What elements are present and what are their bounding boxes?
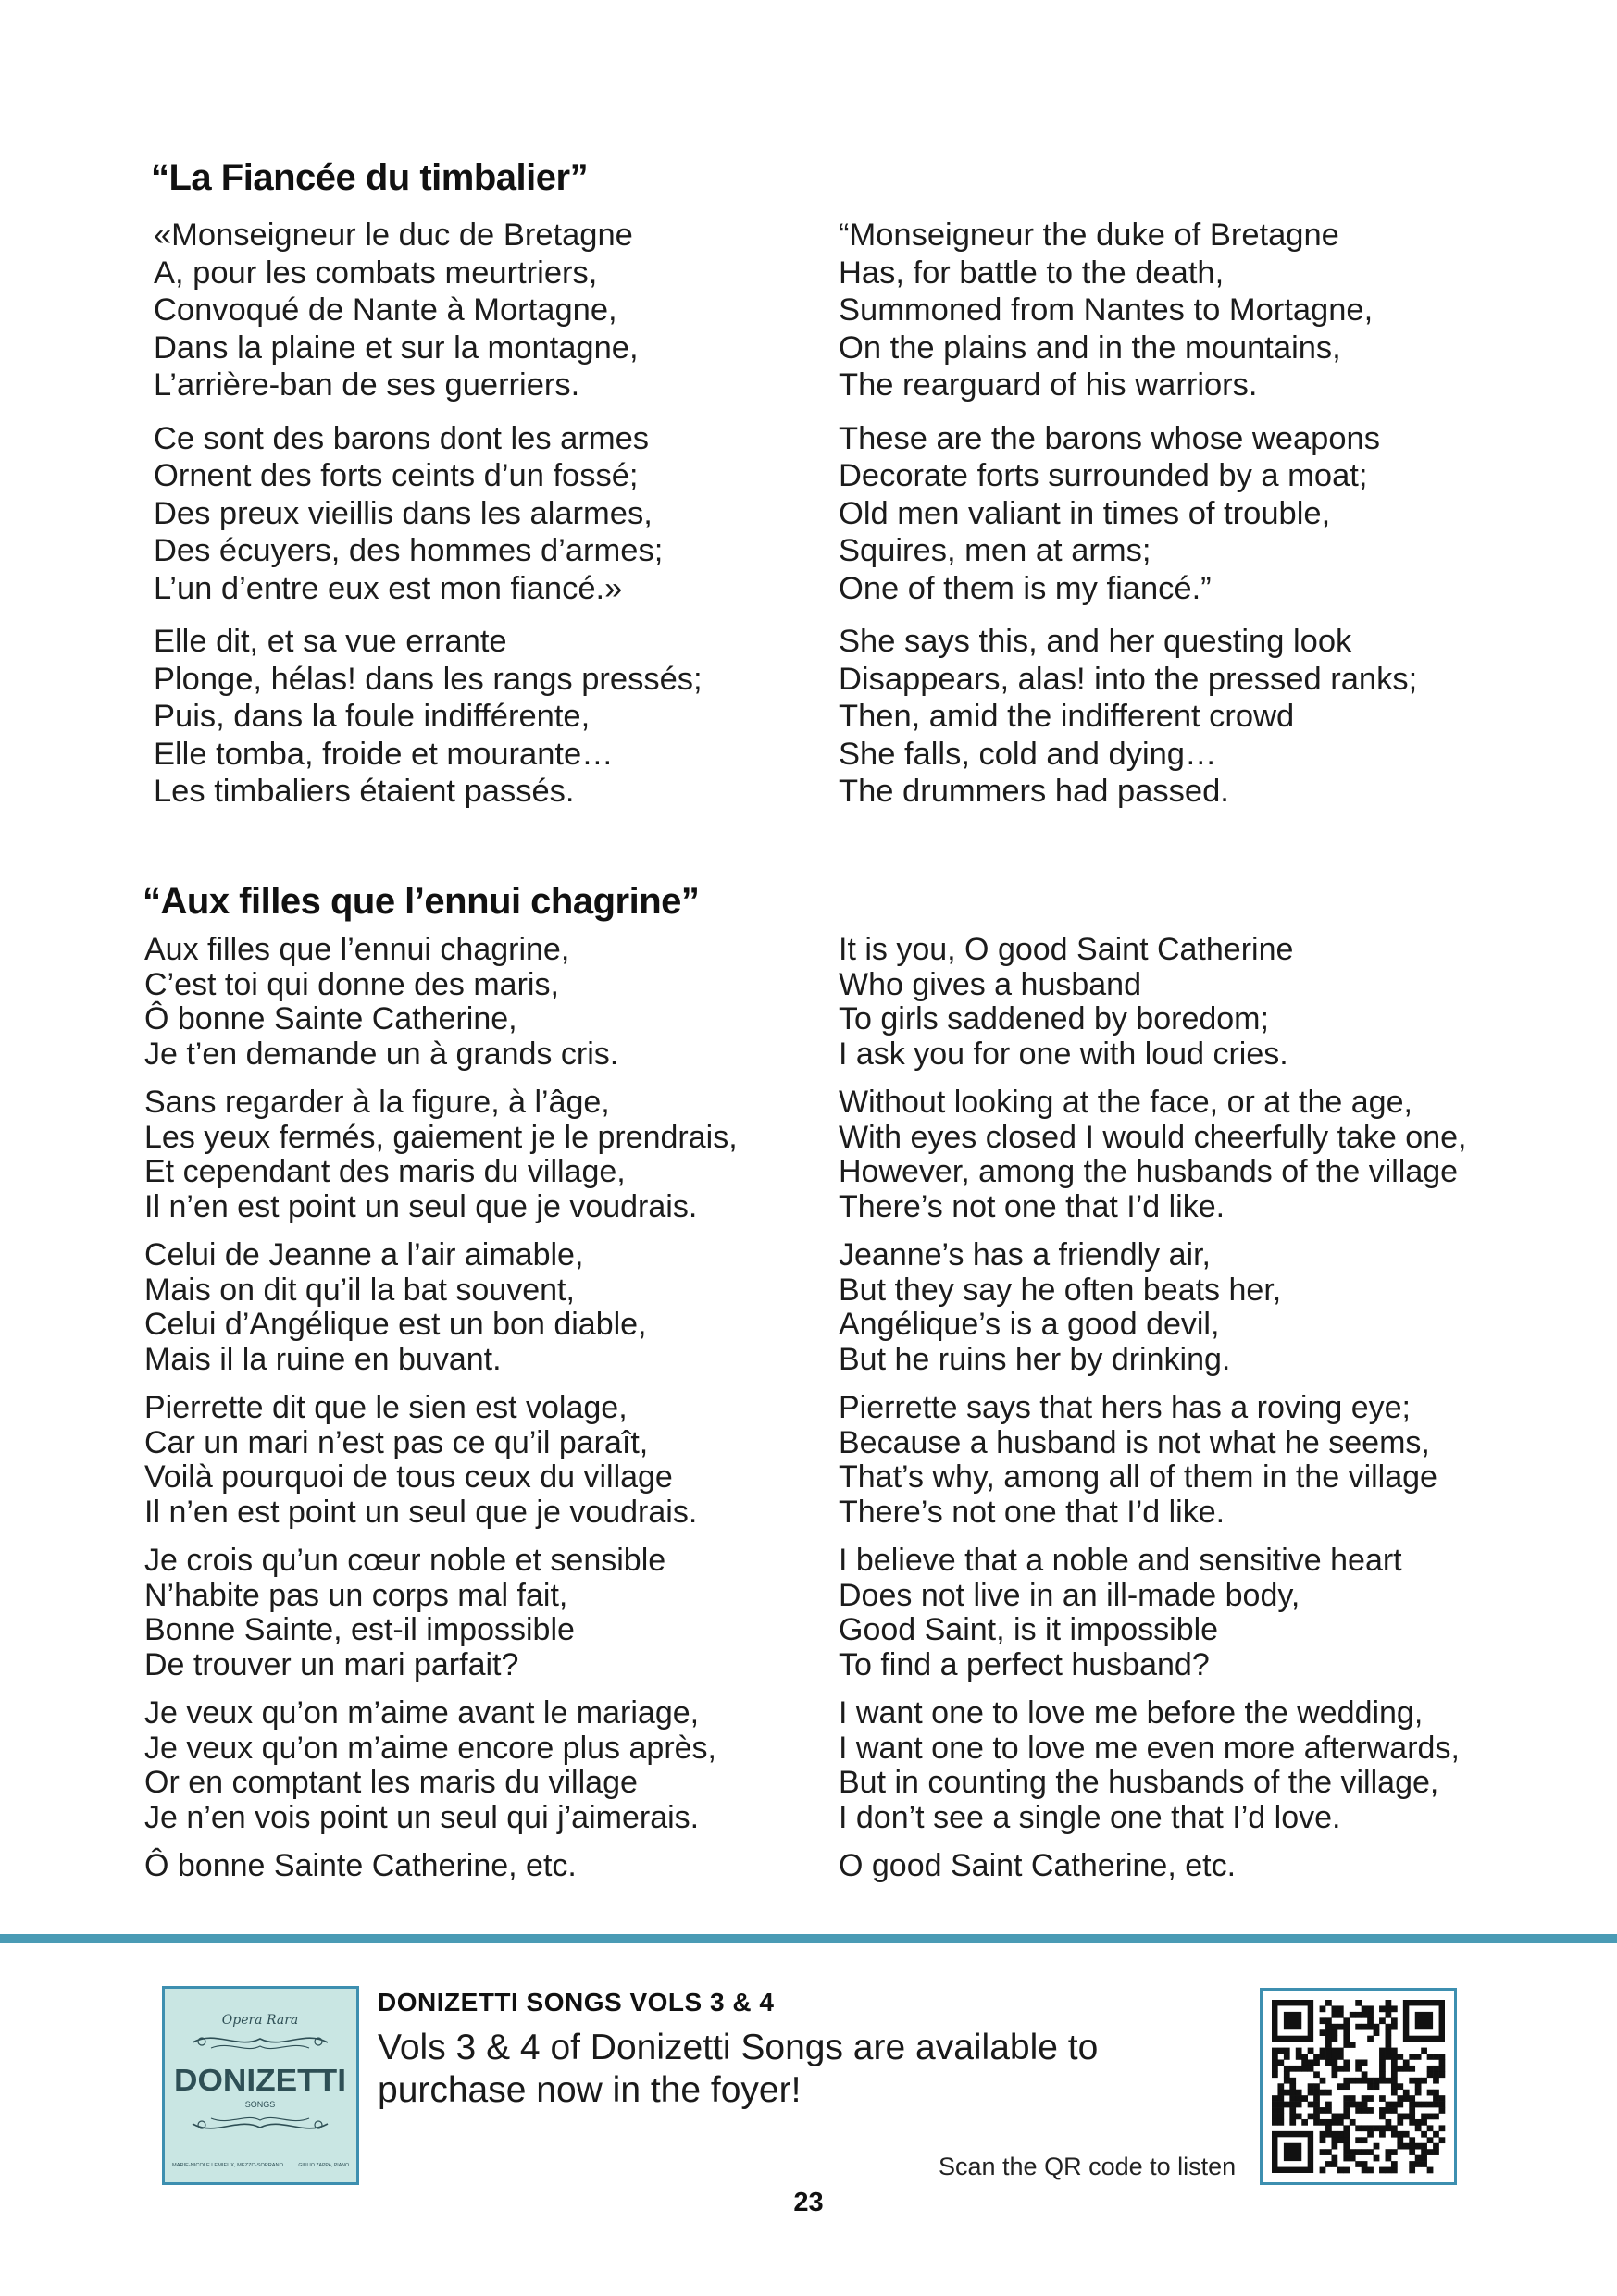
lyric-line: I don’t see a single one that I’d love. <box>839 1799 1341 1835</box>
lyric-line: De trouver un mari parfait? <box>144 1646 519 1682</box>
lyric-line: That’s why, among all of them in the village <box>839 1459 1437 1495</box>
lyric-line: Summoned from Nantes to Mortagne, <box>839 292 1374 328</box>
lyric-line: I want one to love me before the wedding, <box>839 1695 1424 1731</box>
lyric-line: Ô bonne Sainte Catherine, <box>144 1001 517 1036</box>
stanza <box>839 623 1417 811</box>
stanza <box>154 623 703 811</box>
lyric-line: Without looking at the face, or at the age, <box>839 1085 1412 1120</box>
lyric-line: Elle tomba, froide et mourante… <box>154 736 614 772</box>
lyric-line: Disappears, alas! into the pressed ranks; <box>839 661 1418 697</box>
album-title: DONIZETTI <box>174 2063 346 2097</box>
page-number: 23 <box>793 2188 824 2217</box>
stanza <box>144 1544 738 1682</box>
lyric-line: But he ruins her by drinking. <box>839 1341 1231 1377</box>
lyric-line: Ô bonne Sainte Catherine, etc. <box>144 1848 577 1883</box>
french-lyrics <box>154 217 703 826</box>
lyric-line: Pierrette dit que le sien est volage, <box>144 1390 628 1425</box>
stanza <box>839 1086 1466 1224</box>
lyric-line: Decorate forts surrounded by a moat; <box>839 458 1368 493</box>
lyric-line: Bonne Sainte, est-il impossible <box>144 1612 575 1647</box>
lyric-line: Who gives a husband <box>839 966 1141 1002</box>
stanza <box>839 420 1417 608</box>
lyric-line: Because a husband is not what he seems, <box>839 1424 1430 1460</box>
english-translation <box>839 217 1417 826</box>
lyric-line: Dans la plaine et sur la montagne, <box>154 329 639 366</box>
stanza <box>144 1238 738 1377</box>
stanza <box>144 933 738 1072</box>
lyric-line: Aux filles que l’ennui chagrine, <box>144 932 570 967</box>
stanza <box>144 1391 738 1530</box>
lyric-line: Sans regarder à la figure, à l’âge, <box>144 1085 610 1120</box>
stanza <box>839 933 1466 1072</box>
song-title: “La Fiancée du timbalier” <box>151 157 589 198</box>
promo-text: Vols 3 & 4 of Donizetti Songs are available to purchase now in the foyer! <box>378 2028 1099 2110</box>
lyric-line: Elle dit, et sa vue errante <box>154 624 507 659</box>
lyric-line: I ask you for one with loud cries. <box>839 1036 1288 1072</box>
lyric-line: Jeanne’s has a friendly air, <box>839 1237 1211 1272</box>
lyric-line: One of them is my fiancé.” <box>839 570 1212 606</box>
lyric-line: Car un mari n’est pas ce qu’il paraît, <box>144 1424 649 1460</box>
lyric-line: It is you, O good Saint Catherine <box>839 932 1294 967</box>
lyric-line: She says this, and her questing look <box>839 624 1352 659</box>
section-divider <box>0 1934 1617 1943</box>
lyric-line: Squires, men at arms; <box>839 533 1151 568</box>
stanza <box>154 217 703 404</box>
lyric-line: But they say he often beats her, <box>839 1272 1282 1308</box>
album-cover-image <box>162 1986 359 2185</box>
lyric-line: Then, amid the indifferent crowd <box>839 699 1295 734</box>
album-label-logo: Opera Rara <box>221 2013 299 2028</box>
lyric-line: L’arrière-ban de ses guerriers. <box>154 367 580 403</box>
stanza <box>839 1696 1466 1835</box>
lyric-line: Voilà pourquoi de tous ceux du village <box>144 1459 673 1495</box>
lyric-line: The drummers had passed. <box>839 774 1229 809</box>
stanza <box>839 1238 1466 1377</box>
lyric-line: Et cependant des maris du village, <box>144 1154 626 1189</box>
stanza <box>839 1849 1466 1884</box>
french-lyrics <box>144 933 738 1898</box>
lyric-line: To girls saddened by boredom; <box>839 1001 1269 1036</box>
lyric-line: Je veux qu’on m’aime avant le mariage, <box>144 1695 700 1731</box>
lyric-line: I want one to love me even more afterwards, <box>839 1730 1460 1766</box>
lyric-line: L’un d’entre eux est mon fiancé.» <box>154 570 623 606</box>
lyric-line: Or en comptant les maris du village <box>144 1765 638 1800</box>
lyric-line: Il n’en est point un seul que je voudrais. <box>144 1188 698 1224</box>
english-translation <box>839 933 1466 1898</box>
lyric-line: Puis, dans la foule indifférente, <box>154 699 591 734</box>
promo-heading: DONIZETTI SONGS VOLS 3 & 4 <box>378 1988 775 2017</box>
stanza <box>144 1086 738 1224</box>
stanza <box>154 420 703 608</box>
qr-code[interactable] <box>1260 1988 1457 2185</box>
lyric-line: Les yeux fermés, gaiement je le prendrais, <box>144 1119 738 1155</box>
qr-caption: Scan the QR code to listen <box>939 2153 1237 2180</box>
lyric-line: The rearguard of his warriors. <box>839 367 1258 403</box>
song-title: “Aux filles que l’ennui chagrine” <box>143 881 700 922</box>
album-credit-singer: MARIE-NICOLE LEMIEUX, MEZZO-SOPRANO <box>172 2163 283 2168</box>
album-credit-pianist: GIULIO ZAPPA, PIANO <box>298 2163 349 2168</box>
lyric-line: Des preux vieillis dans les alarmes, <box>154 495 653 531</box>
lyric-line: Des écuyers, des hommes d’armes; <box>154 533 664 568</box>
lyric-line: Old men valiant in times of trouble, <box>839 495 1331 531</box>
lyric-line: There’s not one that I’d like. <box>839 1188 1225 1224</box>
lyric-line: Mais il la ruine en buvant. <box>144 1341 502 1377</box>
lyric-line: Has, for battle to the death, <box>839 254 1225 291</box>
stanza <box>144 1849 738 1884</box>
stanza <box>839 1391 1466 1530</box>
lyric-line: To find a perfect husband? <box>839 1646 1210 1682</box>
qr-code-image[interactable] <box>1263 1991 1454 2182</box>
lyric-line: But in counting the husbands of the village, <box>839 1765 1439 1800</box>
lyric-line: Plonge, hélas! dans les rangs pressés; <box>154 661 703 697</box>
lyric-line: Ce sont des barons dont les armes <box>154 420 650 456</box>
album-subtitle: SONGS <box>244 2100 276 2109</box>
lyric-line: I believe that a noble and sensitive heart <box>839 1543 1402 1578</box>
stanza <box>839 217 1417 404</box>
lyric-line: A, pour les combats meurtriers, <box>154 254 598 291</box>
lyric-line: Je crois qu’un cœur noble et sensible <box>144 1543 666 1578</box>
lyric-line: O good Saint Catherine, etc. <box>839 1848 1237 1883</box>
lyric-line: Ornent des forts ceints d’un fossé; <box>154 458 639 493</box>
lyric-line: On the plains and in the mountains, <box>839 329 1341 366</box>
stanza <box>839 1544 1466 1682</box>
lyric-line: Il n’en est point un seul que je voudrais. <box>144 1494 698 1530</box>
stanza <box>144 1696 738 1835</box>
lyric-line: Mais on dit qu’il la bat souvent, <box>144 1272 575 1308</box>
lyric-line: Pierrette says that hers has a roving eye; <box>839 1390 1411 1425</box>
lyric-line: Celui de Jeanne a l’air aimable, <box>144 1237 584 1272</box>
album-cover-art <box>165 1989 356 2182</box>
lyric-line: Convoqué de Nante à Mortagne, <box>154 292 617 328</box>
lyric-line: These are the barons whose weapons <box>839 420 1380 456</box>
lyric-line: Good Saint, is it impossible <box>839 1612 1219 1647</box>
lyric-line: Je t’en demande un à grands cris. <box>144 1036 619 1072</box>
lyric-line: Je veux qu’on m’aime encore plus après, <box>144 1730 716 1766</box>
lyric-line: She falls, cold and dying… <box>839 736 1217 772</box>
lyric-line: Celui d’Angélique est un bon diable, <box>144 1307 647 1342</box>
lyric-line: N’habite pas un corps mal fait, <box>144 1577 568 1613</box>
lyric-line: With eyes closed I would cheerfully take one, <box>839 1119 1467 1155</box>
lyric-line: “Monseigneur the duke of Bretagne <box>839 217 1339 253</box>
lyric-line: «Monseigneur le duc de Bretagne <box>154 217 633 253</box>
lyric-line: Angélique’s is a good devil, <box>839 1307 1220 1342</box>
lyric-line: Les timbaliers étaient passés. <box>154 774 575 809</box>
lyric-line: However, among the husbands of the village <box>839 1154 1459 1189</box>
lyric-line: There’s not one that I’d like. <box>839 1494 1225 1530</box>
lyric-line: Je n’en vois point un seul qui j’aimerais. <box>144 1799 700 1835</box>
lyric-line: Does not live in an ill-made body, <box>839 1577 1300 1613</box>
lyric-line: C’est toi qui donne des maris, <box>144 966 559 1002</box>
